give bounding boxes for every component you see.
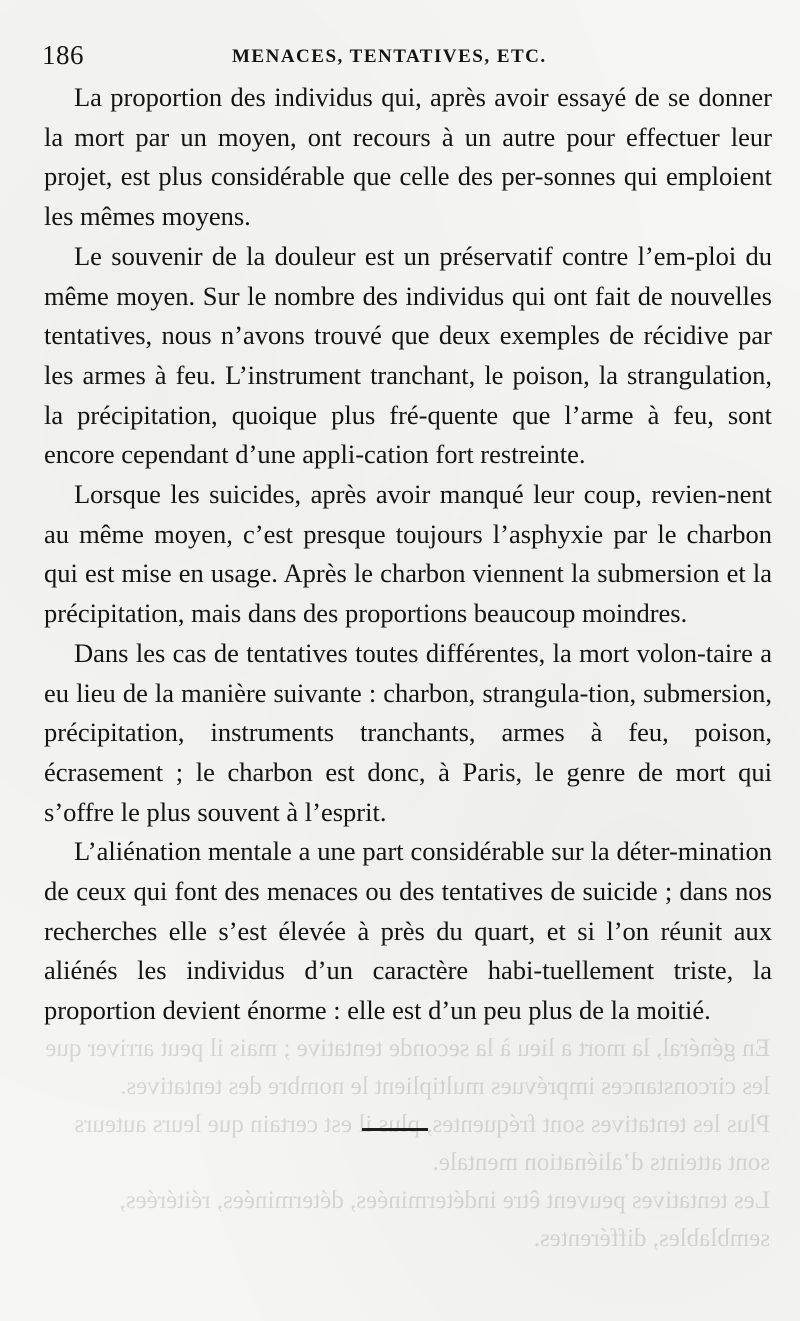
page-number: 186 xyxy=(42,40,84,70)
show-through-line: Les tentatives peuvent être indéterminées, déterminées, réitérées, semblables, différentes. xyxy=(119,1187,770,1252)
section-divider xyxy=(362,1128,428,1131)
paragraph: Le souvenir de la douleur est un préservatif contre l’em-ploi du même moyen. Sur le nombre des individus qui ont fait de nouvelles tentatives, nous n’avons trouvé que deux exemples de récidive par les armes à feu. L’instrument tranchant, le poison, la strangulation, la précipitation, quoique plus fré-quente que l’arme à feu, sont encore cependant d’une appli-cation fort restreinte. xyxy=(44,240,772,470)
page-header xyxy=(42,40,760,80)
body-text xyxy=(44,78,772,1031)
paragraph: Dans les cas de tentatives toutes différentes, la mort volon-taire a eu lieu de la manière suivante : charbon, strangula-tion, submersion, précipitation, instruments tranchants, armes à feu, poison, écrasement ; le charbon est donc, à Paris, le genre de mort qui s’offre le plus souvent à l’esprit. xyxy=(44,637,772,827)
show-through-line: Plus les tentatives sont fréquentes, plus il est certain que leurs auteurs sont atteints d’aliénation mentale. xyxy=(74,1111,770,1176)
show-through-line: En général, la mort a lieu à la seconde tentative ; mais il peut arriver que les circonstances imprévues multiplient le nombre des tentatives. xyxy=(45,1035,770,1100)
paragraph: Lorsque les suicides, après avoir manqué leur coup, revien-nent au même moyen, c’est presque toujours l’asphyxie par le charbon qui est mise en usage. Après le charbon viennent la submersion et la précipitation, mais dans des proportions beaucoup moindres. xyxy=(44,479,772,629)
paragraph: L’aliénation mentale a une part considérable sur la déter-mination de ceux qui font des menaces ou des tentatives de suicide ; dans nos recherches elle s’est élevée à près du quart, et si l’on réunit aux aliénés les individus d’un caractère habi-tuellement triste, la proportion devient énorme : elle est d’un peu plus de la moitié. xyxy=(44,836,772,1026)
paragraph: La proportion des individus qui, après avoir essayé de se donner la mort par un moyen, ont recours à un autre pour effectuer leur projet, est plus considérable que celle des per-sonnes qui emploient les mêmes moyens. xyxy=(44,82,772,232)
show-through-text xyxy=(40,1030,770,1270)
running-title: MENACES, TENTATIVES, ETC. xyxy=(232,46,547,67)
